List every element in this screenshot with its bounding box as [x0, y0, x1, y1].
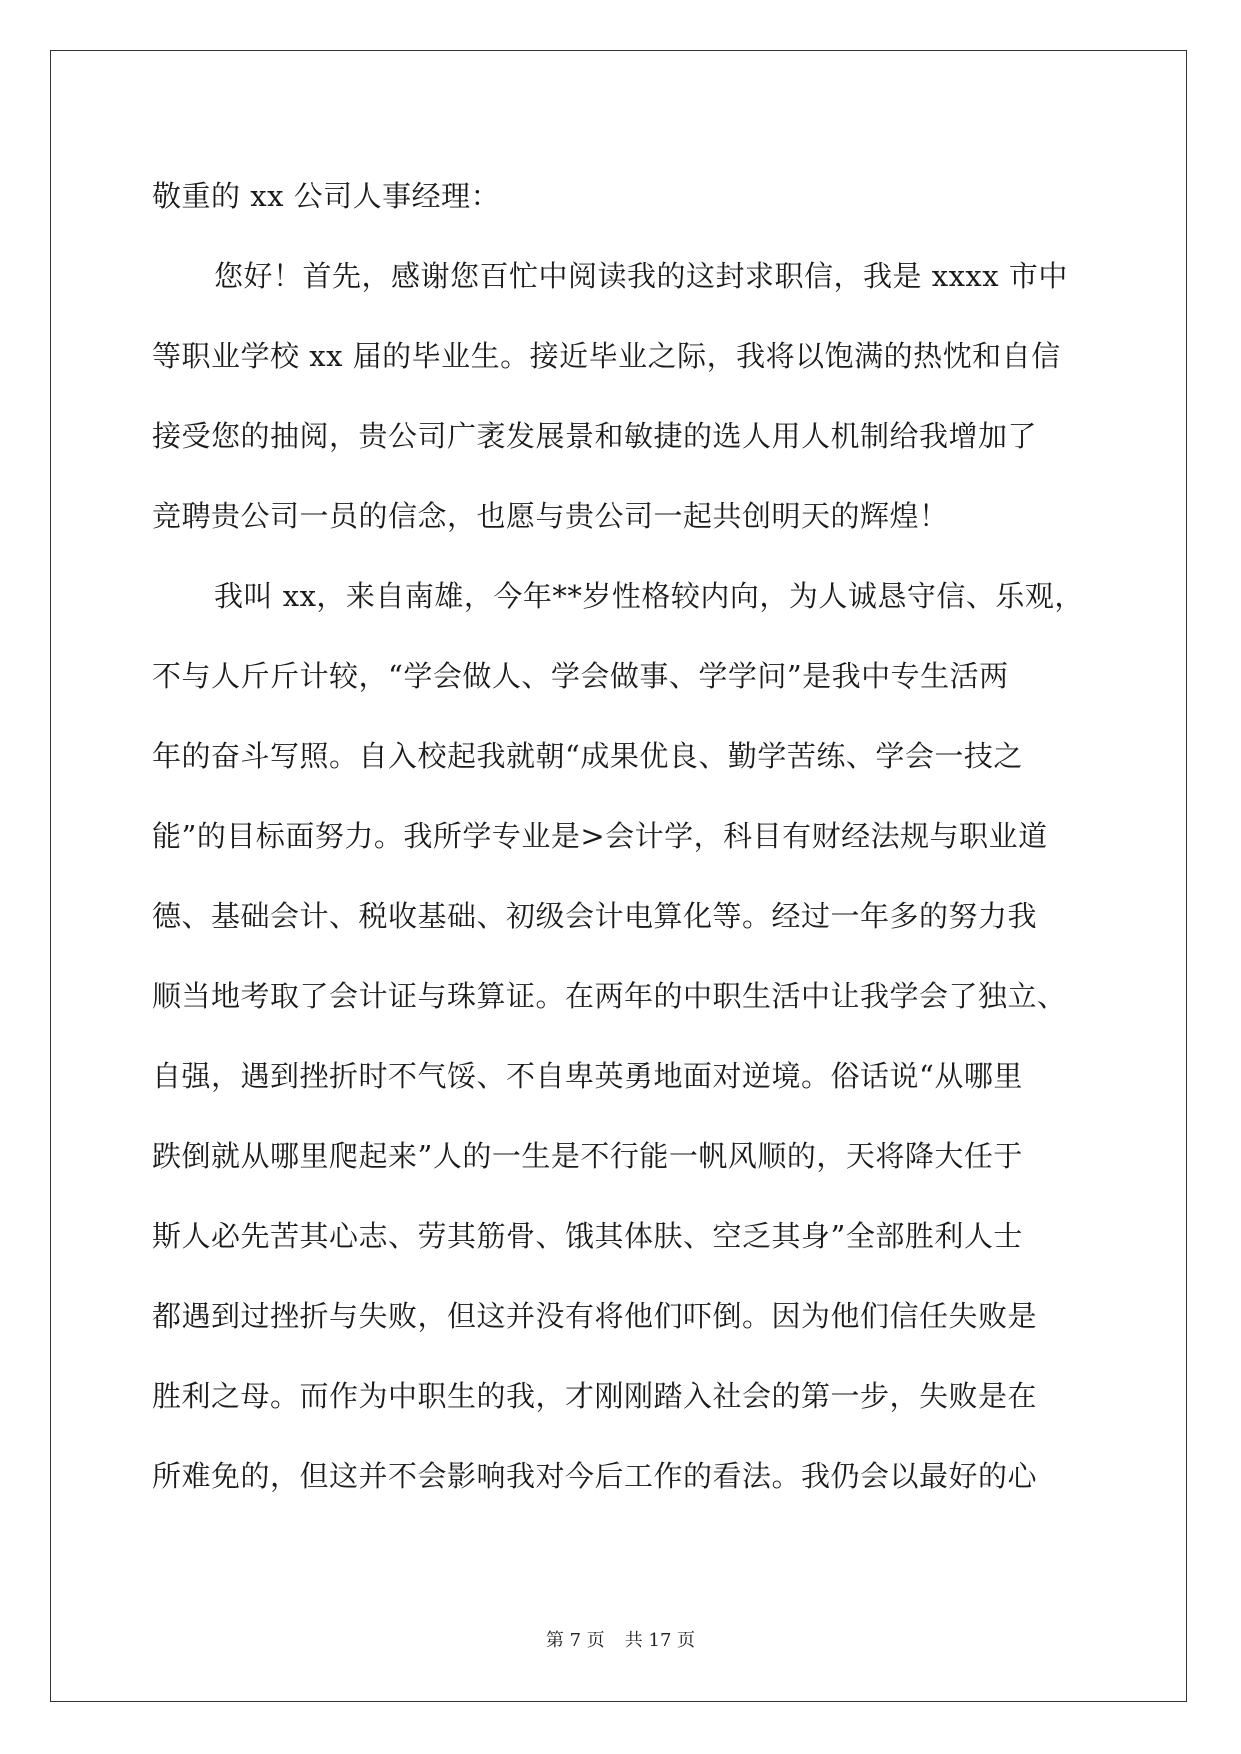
paragraph-2-line-3: 年的奋斗写照。自入校起我就朝“成果优良、勤学苦练、学会一技之 — [152, 739, 1023, 773]
paragraph-2-line-9: 斯人必先苦其心志、劳其筋骨、饿其体肤、空乏其身”全部胜利人士 — [152, 1219, 1023, 1253]
salutation-line: 敬重的 xx 公司人事经理： — [152, 179, 501, 213]
paragraph-2-line-10: 都遇到过挫折与失败，但这并没有将他们吓倒。因为他们信任失败是 — [152, 1299, 1038, 1333]
paragraph-1-line-4: 竞聘贵公司一员的信念，也愿与贵公司一起共创明天的辉煌！ — [152, 499, 949, 533]
page-footer — [0, 1626, 1241, 1652]
paragraph-2-line-1: 我叫 xx，来自南雄，今年**岁性格较内向，为人诚恳守信、乐观， — [214, 579, 1084, 613]
paragraph-2-line-4: 能”的目标面努力。我所学专业是>会计学，科目有财经法规与职业道 — [152, 819, 1048, 853]
paragraph-2-line-7: 自强，遇到挫折时不气馁、不自卑英勇地面对逆境。俗话说“从哪里 — [152, 1059, 1023, 1093]
page-number-current: 第 7 页 — [545, 1630, 605, 1651]
letter-body — [152, 166, 1112, 1526]
paragraph-2-line-5: 德、基础会计、税收基础、初级会计电算化等。经过一年多的努力我 — [152, 899, 1038, 933]
paragraph-1-line-1: 您好！首先，感谢您百忙中阅读我的这封求职信，我是 xxxx 市中 — [214, 259, 1068, 293]
paragraph-1-line-2: 等职业学校 xx 届的毕业生。接近毕业之际，我将以饱满的热忱和自信 — [152, 339, 1061, 373]
paragraph-2-line-11: 胜利之母。而作为中职生的我，才刚刚踏入社会的第一步，失败是在 — [152, 1379, 1038, 1413]
paragraph-2-line-6: 顺当地考取了会计证与珠算证。在两年的中职生活中让我学会了独立、 — [152, 979, 1067, 1013]
paragraph-2-line-8: 跌倒就从哪里爬起来”人的一生是不行能一帆风顺的，天将降大任于 — [152, 1139, 1023, 1173]
page-number-total: 共 17 页 — [624, 1630, 696, 1651]
paragraph-2-line-12: 所难免的，但这并不会影响我对今后工作的看法。我仍会以最好的心 — [152, 1459, 1038, 1493]
paragraph-1-line-3: 接受您的抽阅，贵公司广袤发展景和敏捷的选人用人机制给我增加了 — [152, 419, 1038, 453]
paragraph-2-line-2: 不与人斤斤计较，“学会做人、学会做事、学学问”是我中专生活两 — [152, 659, 1009, 693]
